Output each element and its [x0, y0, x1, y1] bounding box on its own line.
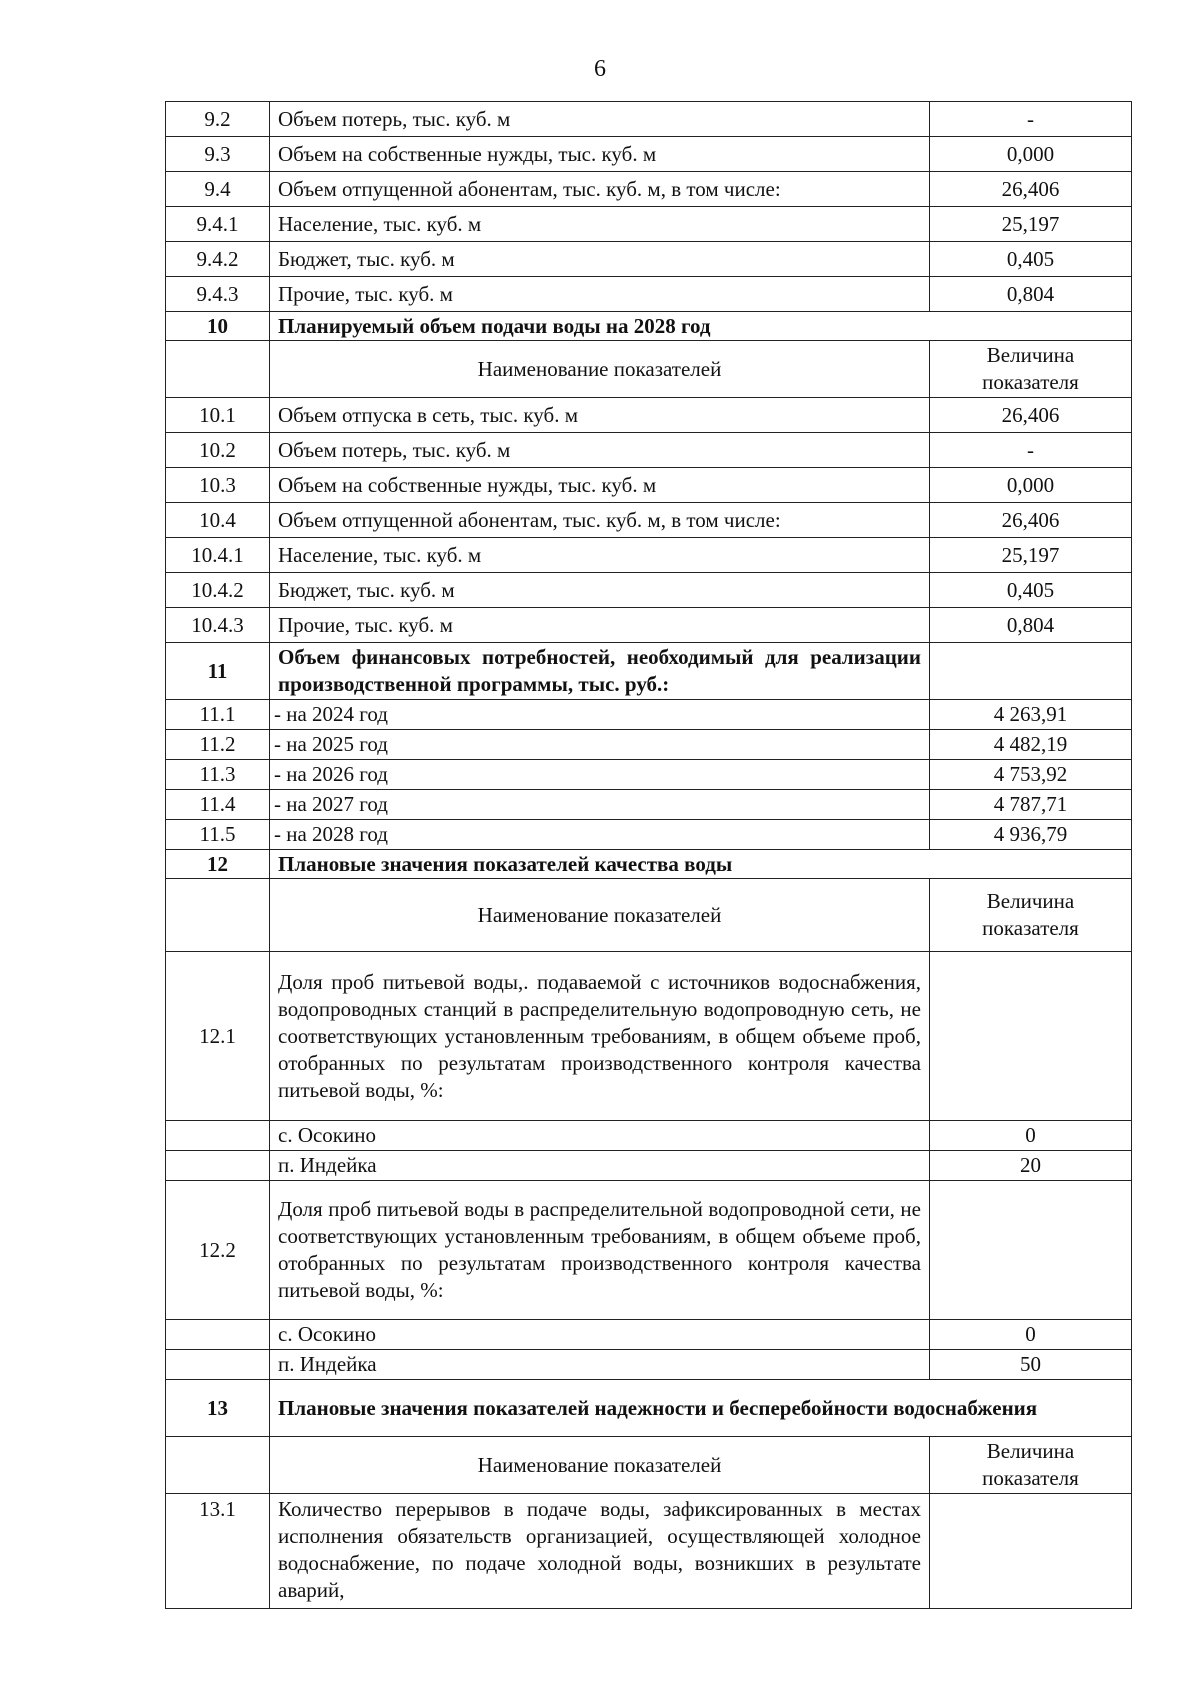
table-row	[166, 242, 1132, 277]
row-value: 25,197	[930, 538, 1132, 573]
row-number: 11.5	[166, 820, 270, 850]
row-number: 10.4.1	[166, 538, 270, 573]
section-title: Планируемый объем подачи воды на 2028 год	[270, 312, 1132, 341]
row-name: - на 2024 год	[270, 700, 930, 730]
row-number: 10.1	[166, 398, 270, 433]
table-row	[166, 760, 1132, 790]
table-row	[166, 730, 1132, 760]
header-value: Величина показателя	[930, 879, 1132, 952]
table-row	[166, 398, 1132, 433]
row-value: 25,197	[930, 207, 1132, 242]
table-row	[166, 207, 1132, 242]
row-name: Объем на собственные нужды, тыс. куб. м	[270, 137, 930, 172]
table-row	[166, 538, 1132, 573]
row-number: 10.4	[166, 503, 270, 538]
row-value: 4 936,79	[930, 820, 1132, 850]
table-row	[166, 790, 1132, 820]
row-number: 9.4.1	[166, 207, 270, 242]
place-value: 0	[930, 1320, 1132, 1350]
row-name: - на 2027 год	[270, 790, 930, 820]
column-header-row	[166, 1437, 1132, 1494]
table-row	[166, 503, 1132, 538]
row-number: 9.4.3	[166, 277, 270, 312]
row-value: 4 263,91	[930, 700, 1132, 730]
production-program-table	[165, 101, 1132, 1609]
row-value: 0,405	[930, 242, 1132, 277]
table-row	[166, 137, 1132, 172]
section-header-row	[166, 643, 1132, 700]
section-number: 13	[166, 1380, 270, 1437]
place-name: с. Осокино	[270, 1320, 930, 1350]
row-value: 26,406	[930, 172, 1132, 207]
row-value: 4 482,19	[930, 730, 1132, 760]
row-name: Прочие, тыс. куб. м	[270, 608, 930, 643]
table-row	[166, 952, 1132, 1121]
row-number: 10.4.2	[166, 573, 270, 608]
row-value: 4 753,92	[930, 760, 1132, 790]
row-number: 10.3	[166, 468, 270, 503]
row-name: Население, тыс. куб. м	[270, 207, 930, 242]
row-number: 13.1	[166, 1494, 270, 1609]
section-title: Объем финансовых потребностей, необходимый для реализации производственной программы, тыс. руб.:	[270, 643, 930, 700]
row-name: Объем отпуска в сеть, тыс. куб. м	[270, 398, 930, 433]
row-value: 0,000	[930, 468, 1132, 503]
place-name: п. Индейка	[270, 1151, 930, 1181]
header-value: Величина показателя	[930, 1437, 1132, 1494]
section-number: 10	[166, 312, 270, 341]
table-row	[166, 433, 1132, 468]
table-row	[166, 1350, 1132, 1380]
row-name: Объем потерь, тыс. куб. м	[270, 102, 930, 137]
row-name: Доля проб питьевой воды в распределительной водопроводной сети, не соответствующих установленным требованиям, в общем объеме проб, отобранных по результатам производственного контроля качества питьевой воды, %:	[270, 1181, 930, 1320]
row-number: 9.2	[166, 102, 270, 137]
row-name: Объем отпущенной абонентам, тыс. куб. м, в том числе:	[270, 172, 930, 207]
row-name: Доля проб питьевой воды,. подаваемой с источников водоснабжения, водопроводных станций в распределительную водопроводную сеть, не соответствующих установленным требованиям, в общем объеме проб, отобранных по результатам производственного контроля качества питьевой воды, %:	[270, 952, 930, 1121]
row-name: Население, тыс. куб. м	[270, 538, 930, 573]
row-number: 12.2	[166, 1181, 270, 1320]
table-row	[166, 1320, 1132, 1350]
row-number: 11.1	[166, 700, 270, 730]
table-row	[166, 700, 1132, 730]
row-name: - на 2025 год	[270, 730, 930, 760]
row-name: - на 2026 год	[270, 760, 930, 790]
place-value: 20	[930, 1151, 1132, 1181]
section-header-row	[166, 1380, 1132, 1437]
row-number: 11.4	[166, 790, 270, 820]
row-name: Количество перерывов в подаче воды, зафиксированных в местах исполнения обязательств организацией, осуществляющей холодное водоснабжение, по подаче холодной воды, возникших в результате аварий,	[270, 1494, 930, 1609]
row-number: 9.4	[166, 172, 270, 207]
header-value: Величина показателя	[930, 341, 1132, 398]
column-header-row	[166, 879, 1132, 952]
row-name: Бюджет, тыс. куб. м	[270, 573, 930, 608]
table-row	[166, 608, 1132, 643]
row-value: 4 787,71	[930, 790, 1132, 820]
row-number: 9.4.2	[166, 242, 270, 277]
row-value: -	[930, 102, 1132, 137]
table-row	[166, 1151, 1132, 1181]
row-number: 12.1	[166, 952, 270, 1121]
row-name: Объем потерь, тыс. куб. м	[270, 433, 930, 468]
row-number: 11.3	[166, 760, 270, 790]
row-name: Объем на собственные нужды, тыс. куб. м	[270, 468, 930, 503]
row-number: 9.3	[166, 137, 270, 172]
row-name: Объем отпущенной абонентам, тыс. куб. м, в том числе:	[270, 503, 930, 538]
table-row	[166, 820, 1132, 850]
row-number: 11.2	[166, 730, 270, 760]
row-value: 26,406	[930, 398, 1132, 433]
row-value: 0,000	[930, 137, 1132, 172]
table-row	[166, 1121, 1132, 1151]
table-row	[166, 1494, 1132, 1609]
row-value: -	[930, 433, 1132, 468]
table-row	[166, 172, 1132, 207]
place-name: с. Осокино	[270, 1121, 930, 1151]
row-name: - на 2028 год	[270, 820, 930, 850]
header-name: Наименование показателей	[270, 341, 930, 398]
section-number: 11	[166, 643, 270, 700]
row-value: 0,804	[930, 277, 1132, 312]
section-title: Плановые значения показателей надежности и бесперебойности водоснабжения	[270, 1380, 1132, 1437]
header-name: Наименование показателей	[270, 1437, 930, 1494]
section-number: 12	[166, 850, 270, 879]
row-value: 0,804	[930, 608, 1132, 643]
place-name: п. Индейка	[270, 1350, 930, 1380]
row-value: 26,406	[930, 503, 1132, 538]
page-number: 6	[594, 56, 606, 82]
row-value: 0,405	[930, 573, 1132, 608]
place-value: 50	[930, 1350, 1132, 1380]
section-header-row	[166, 850, 1132, 879]
row-name: Прочие, тыс. куб. м	[270, 277, 930, 312]
header-name: Наименование показателей	[270, 879, 930, 952]
row-number: 10.2	[166, 433, 270, 468]
column-header-row	[166, 341, 1132, 398]
row-number: 10.4.3	[166, 608, 270, 643]
table-row	[166, 468, 1132, 503]
section-title: Плановые значения показателей качества воды	[270, 850, 1132, 879]
table-row	[166, 573, 1132, 608]
section-header-row	[166, 312, 1132, 341]
table-row	[166, 102, 1132, 137]
row-name: Бюджет, тыс. куб. м	[270, 242, 930, 277]
table-row	[166, 277, 1132, 312]
place-value: 0	[930, 1121, 1132, 1151]
table-row	[166, 1181, 1132, 1320]
